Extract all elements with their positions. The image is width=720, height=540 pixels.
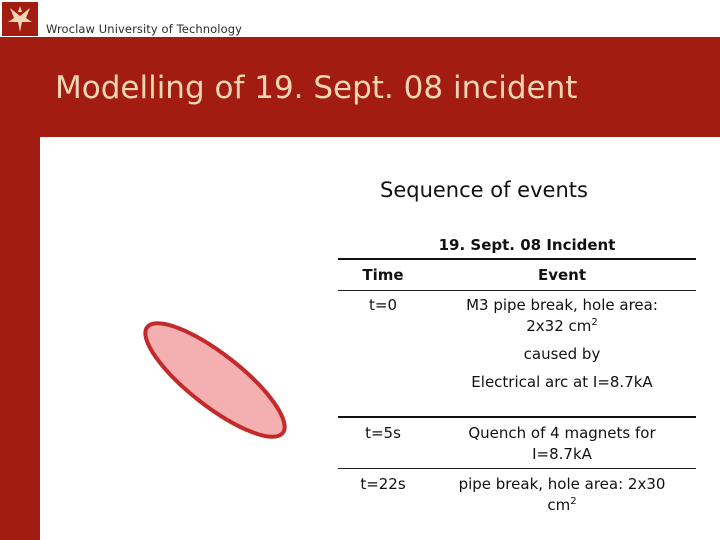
event-line: pipe break, hole area: 2x30 <box>458 475 666 493</box>
table-row <box>338 291 696 416</box>
event-line: M3 pipe break, hole area: <box>466 296 658 314</box>
event-line: Electrical arc at I=8.7kA <box>471 373 653 391</box>
event-line: caused by <box>523 345 601 363</box>
event-line: I=8.7kA <box>532 445 592 463</box>
table-row <box>338 418 696 468</box>
left-accent-band <box>0 0 40 540</box>
university-logo-icon <box>2 2 38 36</box>
row-time: t=5s <box>365 424 401 442</box>
event-line: Quench of 4 magnets for <box>468 424 656 442</box>
university-name: Wroclaw University of Technology <box>46 22 243 36</box>
event-line: 2x32 $cm^2$ <box>526 317 598 335</box>
row-event <box>428 423 696 468</box>
slide-title: Modelling of 19. Sept. 08 incident <box>55 70 578 106</box>
header-logo-strip <box>0 0 720 37</box>
table-row <box>338 469 696 522</box>
slide-subtitle: Sequence of events <box>380 178 588 202</box>
highlight-ellipse <box>120 310 310 450</box>
column-header-event: Event <box>537 266 587 284</box>
event-line: $cm^2$ <box>547 496 577 514</box>
table-header-row <box>338 260 696 290</box>
row-time: t=22s <box>360 475 406 493</box>
row-time: t=0 <box>369 296 397 314</box>
column-header-time: Time <box>362 266 404 284</box>
row-event <box>428 474 696 522</box>
row-event <box>428 295 696 416</box>
events-table <box>338 232 696 522</box>
table-caption: 19. Sept. 08 Incident <box>438 236 616 254</box>
